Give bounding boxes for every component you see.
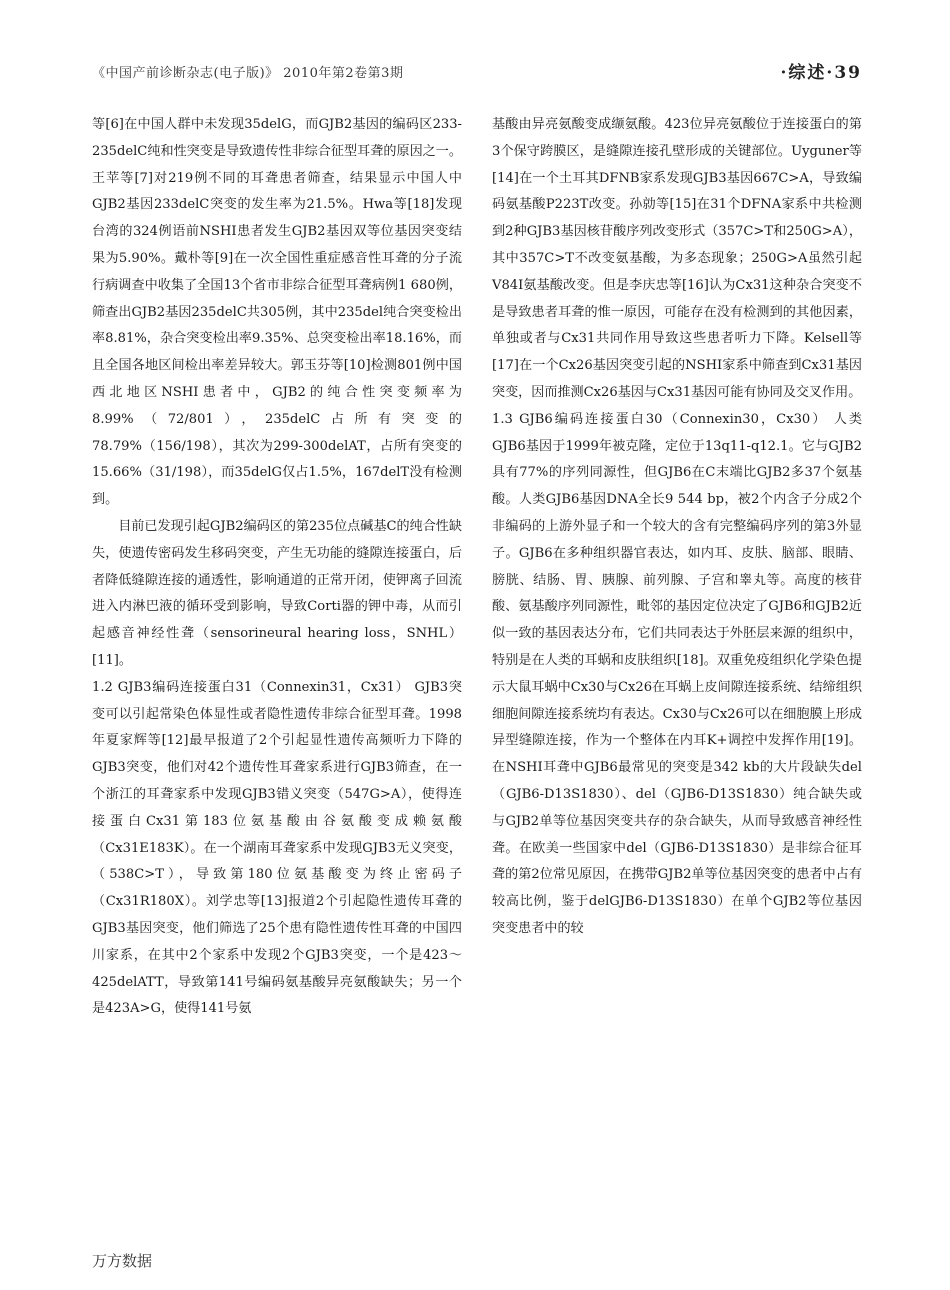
running-header bbox=[92, 62, 862, 86]
journal-title: 《中国产前诊断杂志(电子版)》 2010年第2卷第3期 bbox=[92, 66, 404, 81]
section-paragraph-gjb6: 1.3 GJB6编码连接蛋白30（Connexin30，Cx30） 人类GJB6基因于1999年被克隆，定位于13q11-q12.1。它与GJB2具有77%的序列同源性，但GJB6在C末端比GJB2多37个氨基酸。人类GJB6基因DNA全长9 544 bp，被2个内含子分成2个非编码的上游外显子和一个较大的含有完整编码序列的第3外显子。GJB6在多种组织器官表达，如内耳、皮肤、脑部、眼睛、膀胱、结肠、胃、胰腺、前列腺、子宫和睾丸等。高度的核苷酸、氨基酸序列同源性，毗邻的基因定位决定了GJB6和GJB2近似一致的基因表达分布，它们共同表达于外胚层来源的组织中，特别是在人类的耳蜗和皮肤组织[18]。双重免疫组织化学染色提示大鼠耳蜗中Cx30与Cx26在耳蜗上皮间隙连接系统、结缔组织细胞间隙连接系统均有表达。Cx30与Cx26可以在细胞膜上形成异型缝隙连接，作为一个整体在内耳K+调控中发挥作用[19]。在NSHI耳聋中GJB6最常见的突变是342 kb的大片段缺失del（GJB6-D13S1830）、del（GJB6-D13S1830）纯合缺失或与GJB2单等位基因突变共存的杂合缺失，从而导致感音神经性聋。在欧美一些国家中del（GJB6-D13S1830）是非综合征耳聋的第2位常见原因，在携带GJB2单等位基因突变的患者中占有较高比例，鉴于delGJB6-D13S1830）在单个GJB2等位基因突变患者中的较 bbox=[492, 411, 862, 936]
footer-watermark: 万方数据 bbox=[92, 1252, 153, 1270]
section-paragraph-gjb3: 1.2 GJB3编码连接蛋白31（Connexin31，Cx31） GJB3突变可以引起常染色体显性或者隐性遗传非综合征型耳聋。1998年夏家辉等[12]最早报道了2个引起显性遗传高频听力下降的GJB3突变，他们对42个遗传性耳聋家系进行GJB3筛查，在一个浙江的耳聋家系中发现GJB3错义突变（547G>A），使得连接蛋白Cx31第183位氨基酸由谷氨酸变成赖氨酸（Cx31E183K）。在一个湖南耳聋家系中发现GJB3无义突变，（538C>T），导致第180位氨基酸变为终止密码子（Cx31R180X）。刘学忠等[13]报道2个引起隐性遗传耳聋的GJB3基因突变，他们筛选了25个患有隐性遗传性耳聋的中国四川家系，在其中2个家系中发现2个GJB3突变，一个是423～425delATT，导致第141号编码氨基酸异亮氨酸缺失；另一个是423A>G，使得141号氨 bbox=[92, 679, 462, 1017]
right-column bbox=[492, 112, 862, 943]
paragraph: 等[6]在中国人群中未发现35delG，而GJB2基因的编码区233-235delC纯和性突变是导致遗传性非综合征型耳聋的原因之一。王苹等[7]对219例不同的耳聋患者筛查，结果显示中国人中GJB2基因233delC突变的发生率为21.5%。Hwa等[18]发现台湾的324例语前NSHI患者发生GJB2基因双等位基因突变结果为5.90%。戴朴等[9]在一次全国性重症感音性耳聋的分子流行病调查中收集了全国13个省市非综合征型耳聋病例1 680例，筛查出GJB2基因235delC共305例，其中235del纯合突变检出率8.81%，杂合突变检出率9.35%、总突变检出率18.16%，而且全国各地区间检出率差异较大。郭玉芬等[10]检测801例中国西北地区NSHI患者中，GJB2的纯合性突变频率为8.99%（72/801），235delC占所有突变的78.79%（156/198），其次为299-300delAT，占所有突变的15.66%（31/198），而35delG仅占1.5%，167delT没有检测到。 bbox=[92, 117, 462, 508]
paragraph: 基酸由异亮氨酸变成缬氨酸。423位异亮氨酸位于连接蛋白的第3个保守跨膜区，是缝隙连接孔壁形成的关键部位。Uyguner等[14]在一个土耳其DFNB家系发现GJB3基因667C>A，导致编码氨基酸P223T改变。孙勍等[15]在31个DFNA家系中共检测到2种GJB3基因核苷酸序列改变形式（357C>T和250G>A），其中357C>T不改变氨基酸，为多态现象；250G>A虽然引起V84I氨基酸改变。但是李庆忠等[16]认为Cx31这种杂合突变不是导致患者耳聋的惟一原因，可能存在没有检测到的其他因素，单独或者与Cx31共同作用导致这些患者听力下降。Kelsell等[17]在一个Cx26基因突变引起的NSHI家系中筛查到Cx31基因突变，因而推测Cx26基因与Cx31基因可能有协同及交叉作用。 bbox=[492, 117, 862, 400]
left-column bbox=[92, 112, 462, 1023]
paragraph: 目前已发现引起GJB2编码区的第235位点碱基C的纯合性缺失，使遗传密码发生移码突变，产生无功能的缝隙连接蛋白，后者降低缝隙连接的通透性，影响通道的正常开闭，使钾离子回流进入内淋巴液的循环受到影响，导致Corti器的钾中毒，从而引起感音神经性聋（sensorineural hearing loss，SNHL）[11]。 bbox=[92, 518, 462, 668]
section-and-page-number: ·综述·39 bbox=[780, 63, 862, 83]
